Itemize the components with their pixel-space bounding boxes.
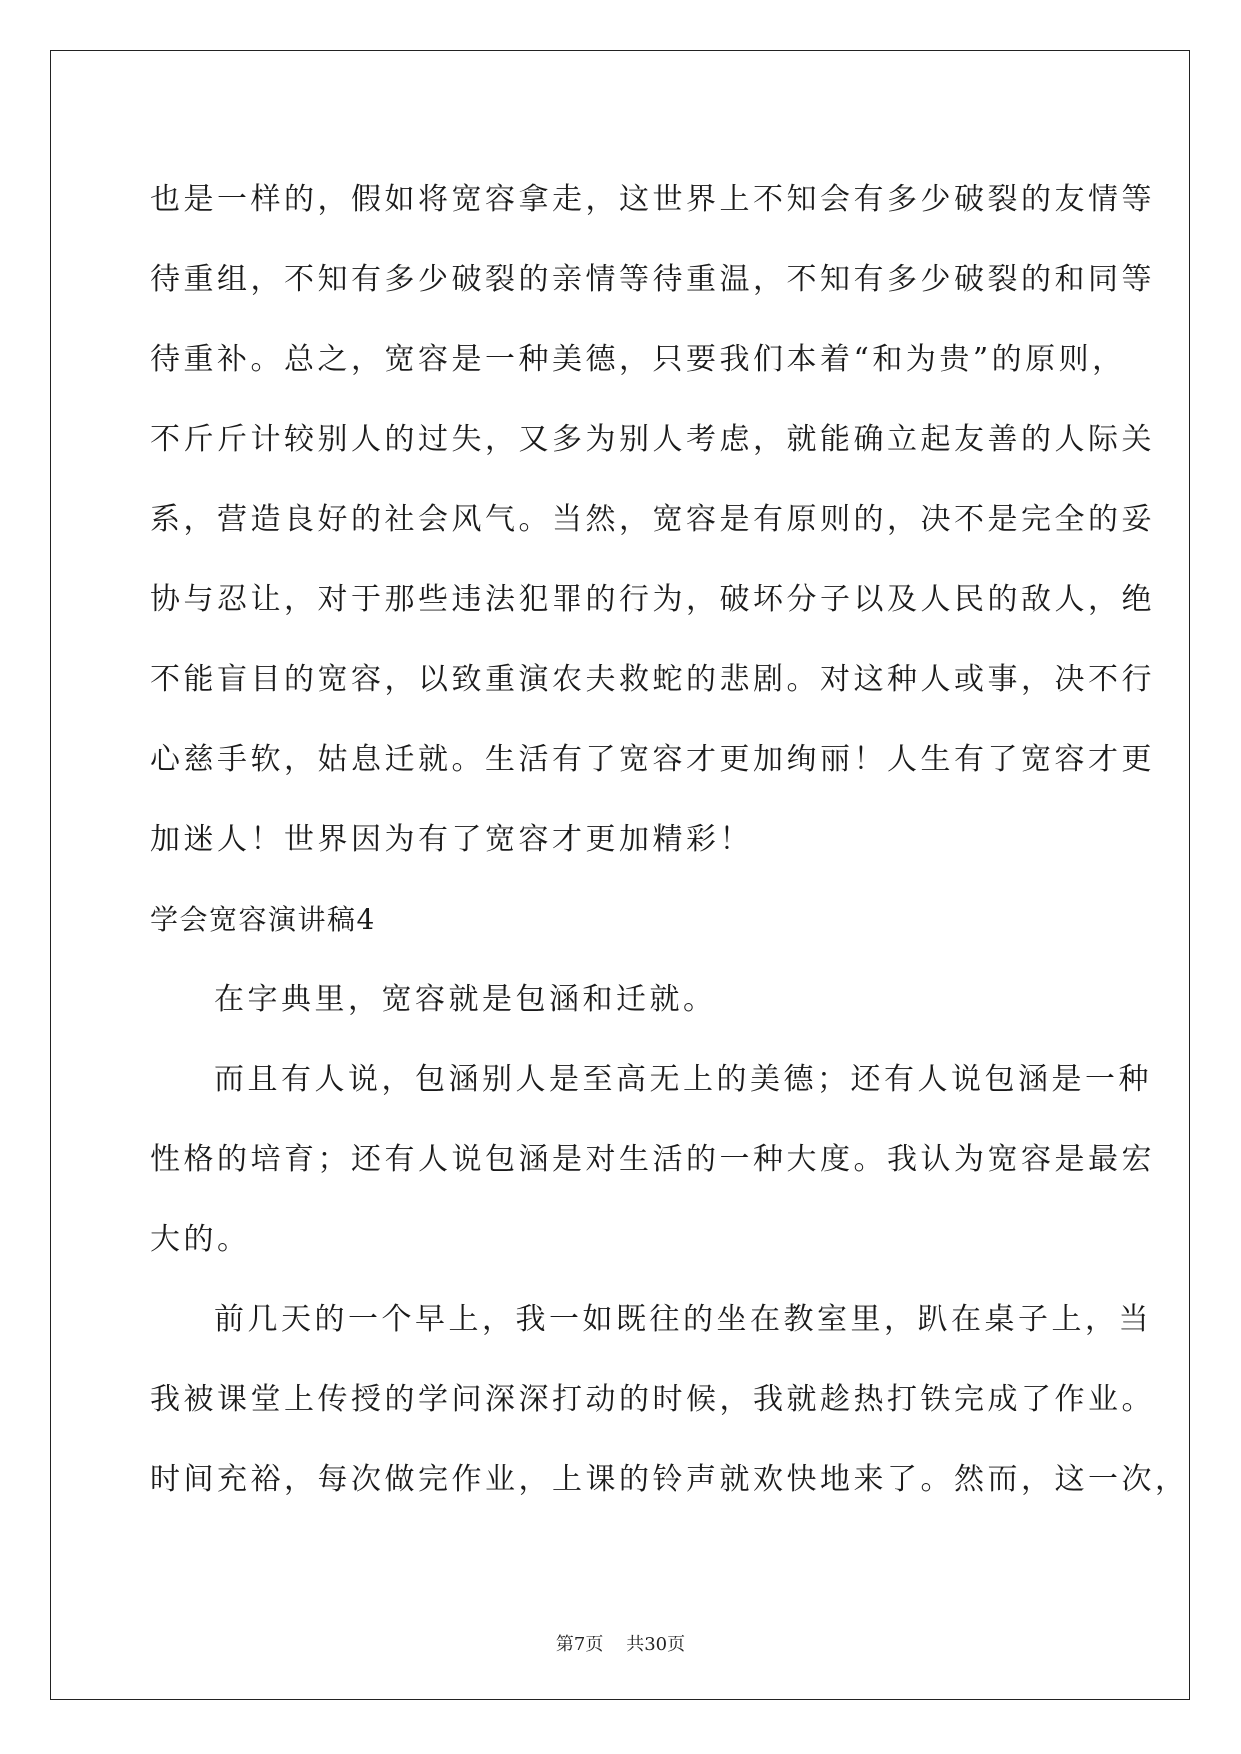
- paragraph-line: 时间充裕，每次做完作业，上课的铃声就欢快地来了。然而，这一次，: [150, 1462, 1189, 1497]
- paragraph-line: 性格的培育；还有人说包涵是对生活的一种大度。我认为宽容是最宏: [150, 1142, 1155, 1177]
- paragraph-line: 而且有人说，包涵别人是至高无上的美德；还有人说包涵是一种: [214, 1062, 1152, 1097]
- paragraph-line: 前几天的一个早上，我一如既往的坐在教室里，趴在桌子上，当: [214, 1302, 1152, 1337]
- body-line: 协与忍让，对于那些违法犯罪的行为，破坏分子以及人民的敌人，绝: [150, 582, 1155, 617]
- paragraph-line: 在字典里，宽容就是包涵和迁就。: [214, 982, 717, 1017]
- paragraph-line: 我被课堂上传授的学问深深打动的时候，我就趁热打铁完成了作业。: [150, 1382, 1155, 1417]
- page-number: 第7页: [555, 1634, 604, 1655]
- body-line: 待重补。总之，宽容是一种美德，只要我们本着“和为贵”的原则，: [150, 342, 1126, 377]
- body-line: 待重组，不知有多少破裂的亲情等待重温，不知有多少破裂的和同等: [150, 262, 1155, 297]
- body-line: 系，营造良好的社会风气。当然，宽容是有原则的，决不是完全的妥: [150, 502, 1155, 537]
- body-line: 不斤斤计较别人的过失，又多为别人考虑，就能确立起友善的人际关: [150, 422, 1155, 457]
- body-line: 加迷人！世界因为有了宽容才更加精彩！: [150, 822, 753, 857]
- page-footer: [0, 1630, 1241, 1656]
- body-line: 不能盲目的宽容，以致重演农夫救蛇的悲剧。对这种人或事，决不行: [150, 662, 1155, 697]
- body-line: 心慈手软，姑息迁就。生活有了宽容才更加绚丽！人生有了宽容才更: [150, 742, 1155, 777]
- paragraph-line: 大的。: [150, 1222, 251, 1257]
- document-body: [150, 160, 1189, 1520]
- section-title: 学会宽容演讲稿4: [150, 903, 376, 936]
- body-line: 也是一样的，假如将宽容拿走，这世界上不知会有多少破裂的友情等: [150, 182, 1155, 217]
- page-total: 共30页: [626, 1634, 686, 1655]
